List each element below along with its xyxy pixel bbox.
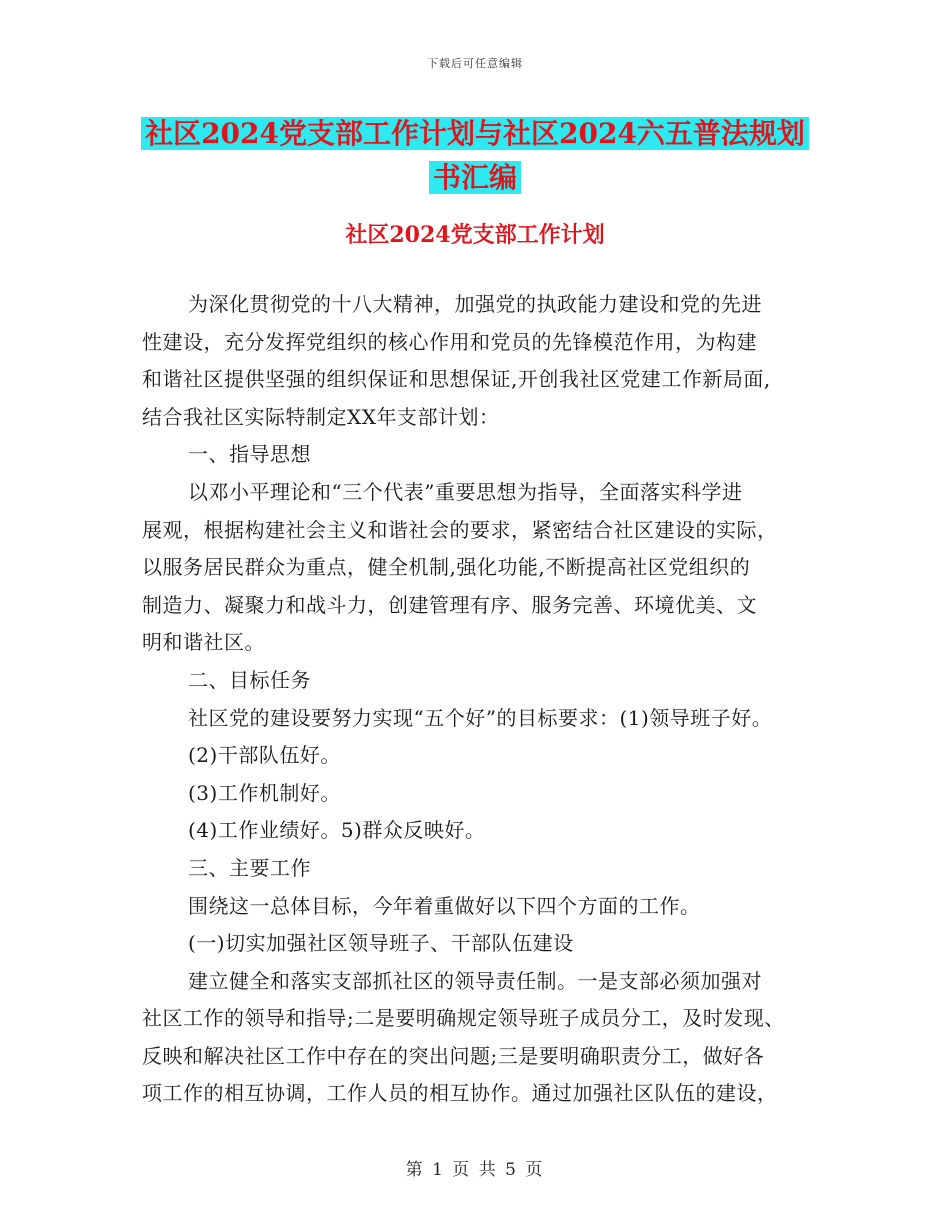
paragraph-line: 围绕这一总体目标，今年着重做好以下四个方面的工作。	[188, 893, 701, 918]
document-body	[142, 286, 832, 1113]
list-item: (4)工作业绩好。5)群众反映好。	[188, 818, 486, 843]
paragraph-line: 为深化贯彻党的十八大精神，加强党的执政能力建设和党的先进	[188, 292, 762, 316]
paragraph-line: 项工作的相互协调，工作人员的相互协作。通过加强社区队伍的建设，	[142, 1081, 778, 1106]
paragraph-line: 结合我社区实际特制定XX年支部计划：	[142, 404, 500, 429]
title-line-2: 书汇编	[429, 161, 521, 194]
paragraph-line: 性建设，充分发挥党组织的核心作用和党员的先锋模范作用，为构建	[142, 329, 757, 354]
list-item: (2)干部队伍好。	[188, 743, 341, 768]
heading-main-work: 三、主要工作	[188, 855, 311, 880]
paragraph-line: 和谐社区提供坚强的组织保证和思想保证,开创我社区党建工作新局面,	[142, 367, 771, 392]
heading-goals: 二、目标任务	[188, 667, 311, 692]
paragraph-line: 社区工作的领导和指导;二是要明确规定领导班子成员分工，及时发现、	[142, 1006, 785, 1031]
paragraph-line: 以服务居民群众为重点，健全机制,强化功能,不断提高社区党组织的	[142, 555, 751, 580]
page-footer: 第 1 页 共 5 页	[405, 1160, 545, 1180]
paragraph-line: 制造力、凝聚力和战斗力，创建管理有序、服务完善、环境优美、文	[142, 592, 757, 617]
section-title: 社区2024党支部工作计划	[345, 222, 605, 248]
subheading: (一)切实加强社区领导班子、干部队伍建设	[188, 931, 574, 956]
paragraph-line: 明和谐社区。	[142, 630, 265, 655]
paragraph-line: 社区党的建设要努力实现“五个好”的目标要求：(1)领导班子好。	[188, 705, 773, 730]
paragraph-line: 反映和解决社区工作中存在的突出问题;三是要明确职责分工，做好各	[142, 1043, 765, 1068]
document-title	[0, 112, 950, 200]
paragraph-line: 以邓小平理论和“三个代表”重要思想为指导，全面落实科学进	[188, 479, 743, 504]
list-item: (3)工作机制好。	[188, 780, 341, 805]
title-line-1: 社区2024党支部工作计划与社区2024六五普法规划	[141, 117, 809, 150]
header-note: 下载后可任意编辑	[427, 57, 523, 70]
paragraph-line: 建立健全和落实支部抓社区的领导责任制。一是支部必须加强对	[188, 968, 762, 993]
paragraph-line: 展观，根据构建社会主义和谐社会的要求，紧密结合社区建设的实际，	[142, 517, 778, 542]
heading-guiding-thought: 一、指导思想	[188, 442, 311, 467]
